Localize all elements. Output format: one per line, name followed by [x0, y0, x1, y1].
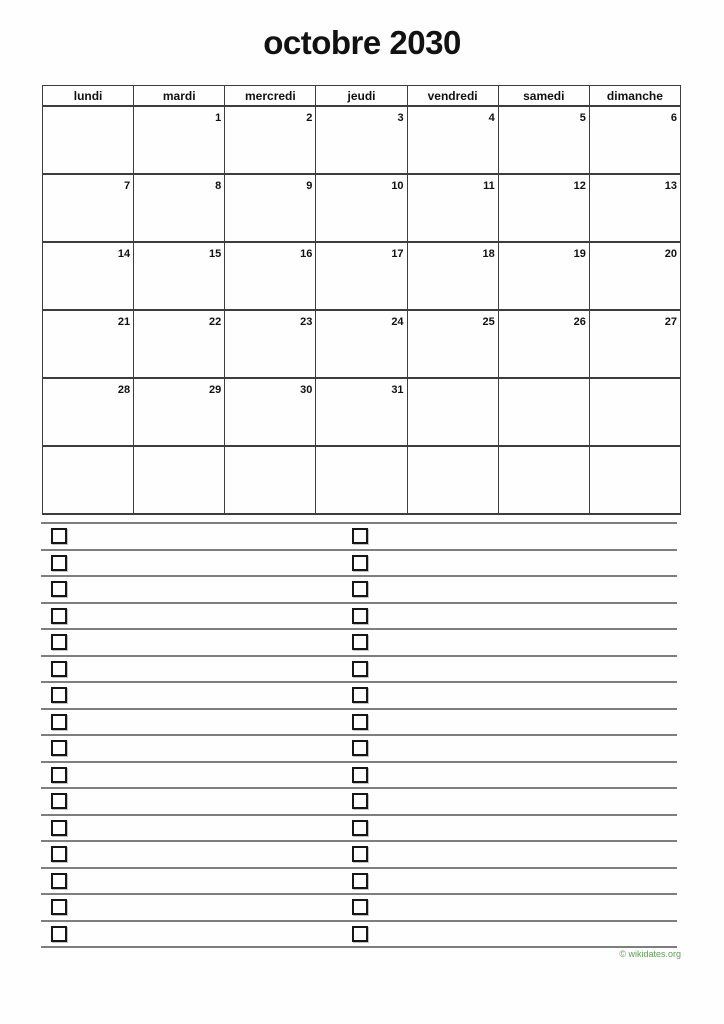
day-cell: [225, 378, 316, 446]
calendar-header: [43, 86, 681, 107]
checklist-row: [41, 761, 677, 788]
checklist-row: [41, 708, 677, 735]
checklist-checkbox[interactable]: [352, 581, 368, 597]
checklist-checkbox[interactable]: [51, 634, 67, 650]
day-cell: [225, 242, 316, 310]
credit-text: © wikidates.org: [619, 949, 681, 959]
day-cell: [589, 242, 680, 310]
checklist-checkbox[interactable]: [352, 687, 368, 703]
empty-day-cell: [589, 446, 680, 514]
day-number: 13: [664, 180, 677, 192]
day-number: 22: [209, 316, 222, 328]
weekday-header: samedi: [498, 86, 589, 107]
day-cell: [43, 378, 134, 446]
day-number: 21: [117, 316, 131, 328]
day-number: 5: [579, 112, 586, 124]
day-number: 7: [124, 180, 131, 192]
empty-day-cell: [316, 446, 407, 514]
checklist-checkbox[interactable]: [51, 555, 67, 571]
empty-day-cell: [498, 446, 589, 514]
checklist-checkbox[interactable]: [51, 793, 67, 809]
checklist-checkbox[interactable]: [352, 714, 368, 730]
day-number: 12: [573, 180, 586, 192]
day-cell: [43, 310, 134, 378]
week-row: [43, 174, 681, 242]
day-number: 18: [482, 248, 495, 260]
day-cell: [134, 310, 225, 378]
day-cell: [225, 174, 316, 242]
checklist-row: [41, 575, 677, 602]
day-cell: [134, 242, 225, 310]
checklist-row: [41, 655, 677, 682]
checklist-checkbox[interactable]: [51, 661, 67, 677]
checklist-checkbox[interactable]: [51, 873, 67, 889]
day-number: 4: [488, 112, 495, 124]
checklist-row: [41, 681, 677, 708]
week-row: [43, 106, 681, 174]
calendar-table: [42, 85, 681, 515]
day-number: 30: [300, 384, 313, 396]
checklist-checkbox[interactable]: [352, 926, 368, 942]
checklist-row: [41, 893, 677, 920]
day-cell: [407, 242, 498, 310]
week-row: [43, 378, 681, 446]
weekday-header-row: [43, 86, 681, 107]
checklist-checkbox[interactable]: [51, 608, 67, 624]
day-number: 14: [117, 248, 131, 260]
day-number: 9: [306, 180, 313, 192]
checklist-checkbox[interactable]: [352, 846, 368, 862]
day-number: 27: [664, 316, 677, 328]
empty-day-cell: [407, 378, 498, 446]
day-cell: [498, 106, 589, 174]
day-cell: [589, 174, 680, 242]
checklist-checkbox[interactable]: [51, 899, 67, 915]
checklist-row: [41, 522, 677, 549]
day-cell: [225, 106, 316, 174]
day-number: 23: [300, 316, 313, 328]
checklist-row: [41, 787, 677, 814]
empty-day-cell: [407, 446, 498, 514]
notes-checklist: [41, 522, 677, 948]
day-number: 28: [117, 384, 131, 396]
day-number: 25: [482, 316, 495, 328]
checklist-checkbox[interactable]: [352, 873, 368, 889]
day-cell: [134, 106, 225, 174]
empty-day-cell: [589, 378, 680, 446]
day-cell: [43, 174, 134, 242]
day-cell: [316, 242, 407, 310]
checklist-row: [41, 628, 677, 655]
checklist-checkbox[interactable]: [51, 846, 67, 862]
day-number: 8: [215, 180, 222, 192]
checklist-row: [41, 867, 677, 894]
empty-day-cell: [134, 446, 225, 514]
checklist-checkbox[interactable]: [352, 608, 368, 624]
weekday-header: vendredi: [407, 86, 498, 107]
empty-day-cell: [498, 378, 589, 446]
day-cell: [225, 310, 316, 378]
day-number: 31: [391, 384, 404, 396]
day-number: 15: [209, 248, 222, 260]
day-cell: [589, 310, 680, 378]
checklist-checkbox[interactable]: [352, 555, 368, 571]
day-cell: [43, 242, 134, 310]
checklist-checkbox[interactable]: [352, 899, 368, 915]
page-title: octobre 2030: [263, 24, 461, 61]
day-number: 17: [391, 248, 404, 260]
day-number: 1: [215, 112, 222, 124]
checklist-row: [41, 920, 677, 947]
week-row: [43, 310, 681, 378]
day-number: 16: [300, 248, 313, 260]
day-cell: [407, 106, 498, 174]
day-number: 29: [209, 384, 222, 396]
checklist-row: [41, 602, 677, 629]
day-cell: [134, 174, 225, 242]
day-number: 26: [573, 316, 586, 328]
day-number: 19: [573, 248, 586, 260]
empty-day-cell: [43, 106, 134, 174]
day-cell: [498, 310, 589, 378]
day-number: 11: [483, 180, 495, 192]
checklist-checkbox[interactable]: [352, 767, 368, 783]
checklist-checkbox[interactable]: [51, 926, 67, 942]
checklist-checkbox[interactable]: [51, 581, 67, 597]
weekday-header: lundi: [43, 86, 134, 107]
checklist-checkbox[interactable]: [51, 820, 67, 836]
day-cell: [316, 310, 407, 378]
checklist-checkbox[interactable]: [352, 740, 368, 756]
checklist-checkbox[interactable]: [352, 661, 368, 677]
day-number: 2: [306, 112, 313, 124]
day-cell: [407, 310, 498, 378]
week-row: [43, 242, 681, 310]
checklist-checkbox[interactable]: [51, 687, 67, 703]
checklist-checkbox[interactable]: [51, 714, 67, 730]
checklist-row: [41, 814, 677, 841]
day-number: 3: [397, 112, 404, 124]
checklist-row: [41, 840, 677, 867]
checklist-checkbox[interactable]: [352, 793, 368, 809]
checklist-checkbox[interactable]: [51, 740, 67, 756]
checklist-checkbox[interactable]: [352, 528, 368, 544]
day-cell: [316, 174, 407, 242]
day-cell: [589, 106, 680, 174]
empty-day-cell: [225, 446, 316, 514]
week-row: [43, 446, 681, 514]
weekday-header: dimanche: [589, 86, 680, 107]
empty-day-cell: [43, 446, 134, 514]
calendar-body: [43, 106, 681, 514]
checklist-row: [41, 734, 677, 761]
checklist-checkbox[interactable]: [51, 767, 67, 783]
checklist-checkbox[interactable]: [352, 634, 368, 650]
day-number: 10: [391, 180, 404, 192]
weekday-header: mercredi: [225, 86, 316, 107]
weekday-header: jeudi: [316, 86, 407, 107]
day-cell: [407, 174, 498, 242]
checklist-checkbox[interactable]: [51, 528, 67, 544]
weekday-header: mardi: [134, 86, 225, 107]
day-cell: [316, 106, 407, 174]
day-cell: [316, 378, 407, 446]
checklist-row: [41, 549, 677, 576]
day-number: 24: [391, 316, 404, 328]
day-cell: [498, 174, 589, 242]
day-number: 6: [670, 112, 677, 124]
day-number: 20: [664, 248, 677, 260]
day-cell: [134, 378, 225, 446]
day-cell: [498, 242, 589, 310]
checklist-checkbox[interactable]: [352, 820, 368, 836]
